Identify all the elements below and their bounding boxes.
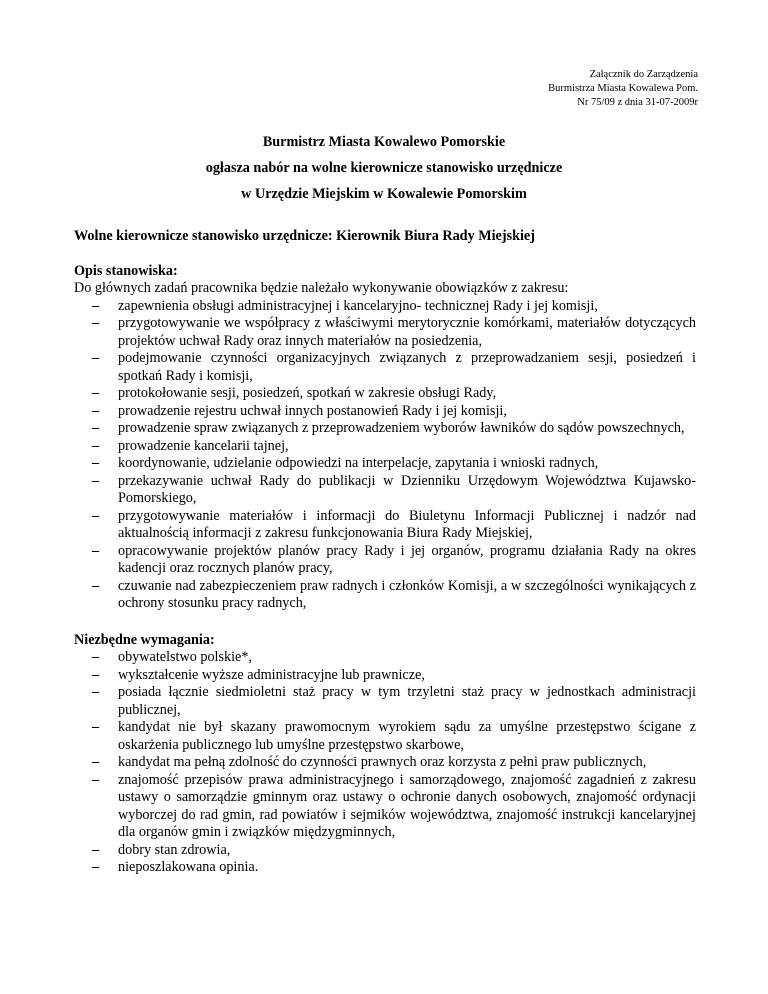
list-item: – przygotowywanie we współpracy z właściwymi merytorycznie komórkami, materiałów dotyczących projektów uchwał Rady oraz innych materiałów na posiedzenia,	[118, 315, 696, 350]
main-content	[74, 228, 696, 877]
annex-line-2: Burmistrza Miasta Kowalewa Pom.	[548, 83, 698, 94]
list-item: – przekazywanie uchwał Rady do publikacji w Dzienniku Urzędowym Województwa Kujawsko- Pomorskiego,	[118, 473, 696, 508]
position-title: Wolne kierownicze stanowisko urzędnicze: Kierownik Biura Rady Miejskiej	[74, 228, 535, 244]
list-item: – kandydat ma pełną zdolność do czynności prawnych oraz korzysta z pełni praw publicznych,	[118, 754, 696, 772]
list-item: – protokołowanie sesji, posiedzeń, spotkań w zakresie obsługi Rady,	[118, 385, 696, 403]
list-item: – dobry stan zdrowia,	[118, 842, 696, 860]
description-title: Opis stanowiska:	[74, 262, 178, 279]
list-item: – koordynowanie, udzielanie odpowiedzi na interpelacje, zapytania i wnioski radnych,	[118, 455, 696, 473]
list-item: – podejmowanie czynności organizacyjnych związanych z przeprowadzaniem sesji, posiedzeń i spotkań Rady i komisji,	[118, 350, 696, 385]
list-item: – znajomość przepisów prawa administracyjnego i samorządowego, znajomość zagadnień z zakresu ustawy o samorządzie gminnym oraz ustawy o ochronie danych osobowych, znajomość ordynacji wyborczej do rad gmin, rad powiatów i sejmików województwa, znajomość instrukcji kancelaryjnej dla organów gmin i związków międzygminnych,	[118, 772, 696, 842]
requirements-list	[74, 649, 696, 877]
list-item: – kandydat nie był skazany prawomocnym wyrokiem sądu za umyślne przestępstwo ścigane z oskarżenia publicznego lub umyślne przestępstwo skarbowe,	[118, 719, 696, 754]
list-item: – posiada łącznie siedmioletni staż pracy w tym trzyletni staż pracy w jednostkach administracji publicznej,	[118, 684, 696, 719]
annex-note	[548, 68, 698, 110]
list-item: – przygotowywanie materiałów i informacji do Biuletynu Informacji Publicznej i nadzór nad aktualnością informacji z zakresu funkcjonowania Biura Rady Miejskiej,	[118, 508, 696, 543]
heading-line-2: ogłasza nabór na wolne kierownicze stanowisko urzędnicze	[205, 160, 563, 176]
list-item: – prowadzenie spraw związanych z przeprowadzeniem wyborów ławników do sądów powszechnych,	[118, 420, 696, 438]
section-spacer	[74, 613, 696, 632]
heading-line-3: w Urzędzie Miejskim w Kowalewie Pomorskim	[241, 186, 527, 202]
list-item: – zapewnienia obsługi administracyjnej i kancelaryjno- technicznej Rady i jej komisji,	[118, 298, 696, 316]
description-list	[74, 298, 696, 613]
requirements-title: Niezbędne wymagania:	[74, 631, 215, 648]
annex-line-1: Załącznik do Zarządzenia	[589, 69, 698, 80]
list-item: – opracowywanie projektów planów pracy Rady i jej organów, programu działania Rady na okres kadencji oraz rocznych planów pracy,	[118, 543, 696, 578]
list-item: – wykształcenie wyższe administracyjne lub prawnicze,	[118, 667, 696, 685]
annex-line-3: Nr 75/09 z dnia 31-07-2009r	[577, 97, 698, 108]
list-item: – prowadzenie rejestru uchwał innych postanowień Rady i jej komisji,	[118, 403, 696, 421]
list-item: – obywatelstwo polskie*,	[118, 649, 696, 667]
list-item: – czuwanie nad zabezpieczeniem praw radnych i członków Komisji, a w szczególności wynikających z ochrony stosunku pracy radnych,	[118, 578, 696, 613]
list-item: – prowadzenie kancelarii tajnej,	[118, 438, 696, 456]
description-intro: Do głównych zadań pracownika będzie należało wykonywanie obowiązków z zakresu:	[74, 280, 569, 296]
list-item: – nieposzlakowana opinia.	[118, 859, 696, 877]
heading-line-1: Burmistrz Miasta Kowalewo Pomorskie	[262, 134, 506, 150]
